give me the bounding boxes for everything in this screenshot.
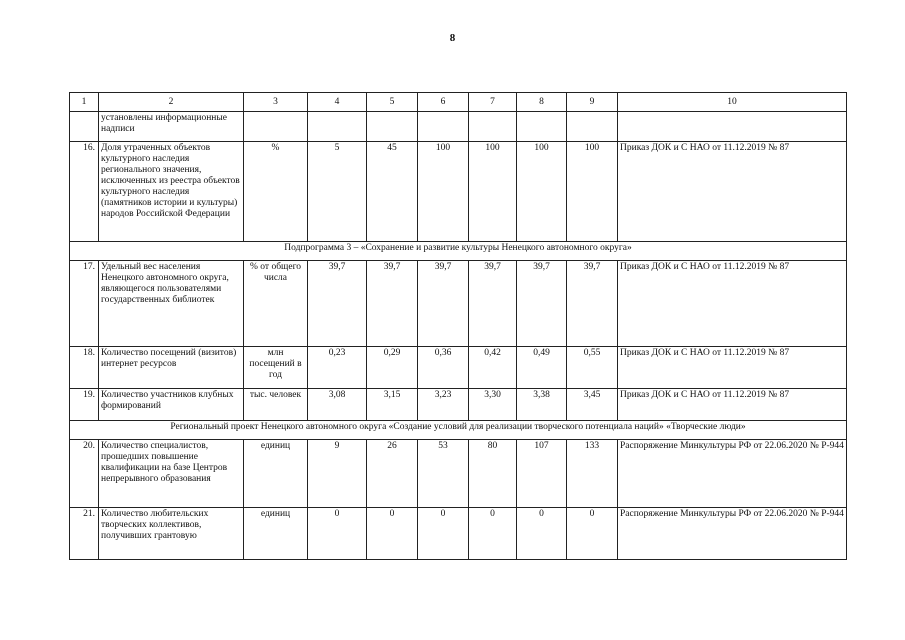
row-number-cell: 16. [70,142,99,242]
table-row [70,508,847,560]
table-row [70,261,847,347]
unit-cell [244,112,308,142]
table-row [70,112,847,142]
value-cell-7: 0 [469,508,517,560]
indicator-name-cell: Количество любительских творческих коллективов, получивших грантовую [99,508,244,560]
value-cell-6: 3,23 [418,389,469,421]
indicator-name-cell: установлены информационные надписи [99,112,244,142]
value-cell-9: 100 [567,142,618,242]
source-document-cell: Распоряжение Минкультуры РФ от 22.06.2020 № Р-944 [618,508,847,560]
column-header-9: 9 [567,93,618,112]
value-cell-7: 3,30 [469,389,517,421]
indicator-name-cell: Удельный вес населения Ненецкого автономного округа, являющегося пользователями государственных библиотек [99,261,244,347]
page-number: 8 [449,32,456,44]
value-cell-5: 45 [367,142,418,242]
row-number-cell [70,112,99,142]
table-row [70,440,847,508]
column-header-1: 1 [70,93,99,112]
row-number-cell: 17. [70,261,99,347]
row-number-cell: 19. [70,389,99,421]
value-cell-6: 39,7 [418,261,469,347]
value-cell-4: 0 [308,508,367,560]
column-header-4: 4 [308,93,367,112]
value-cell-7: 80 [469,440,517,508]
unit-cell: % [244,142,308,242]
value-cell-8: 39,7 [517,261,567,347]
section-heading: Региональный проект Ненецкого автономного округа «Создание условий для реализации творческого потенциала наций» «Творческие люди» [70,421,847,440]
unit-cell: тыс. человек [244,389,308,421]
row-number-cell: 18. [70,347,99,389]
value-cell-8: 100 [517,142,567,242]
section-heading: Подпрограмма 3 – «Сохранение и развитие культуры Ненецкого автономного округа» [70,242,847,261]
value-cell-6: 53 [418,440,469,508]
source-document-cell [618,112,847,142]
value-cell-6: 0,36 [418,347,469,389]
value-cell-6 [418,112,469,142]
table-row [70,142,847,242]
value-cell-4: 0,23 [308,347,367,389]
unit-cell: единиц [244,440,308,508]
unit-cell: единиц [244,508,308,560]
column-header-2: 2 [99,93,244,112]
source-document-cell: Распоряжение Минкультуры РФ от 22.06.2020 № Р-944 [618,440,847,508]
value-cell-9: 133 [567,440,618,508]
value-cell-9: 3,45 [567,389,618,421]
value-cell-5: 0,29 [367,347,418,389]
value-cell-7: 100 [469,142,517,242]
value-cell-7: 0,42 [469,347,517,389]
value-cell-6: 100 [418,142,469,242]
column-header-3: 3 [244,93,308,112]
source-document-cell: Приказ ДОК и С НАО от 11.12.2019 № 87 [618,347,847,389]
source-document-cell: Приказ ДОК и С НАО от 11.12.2019 № 87 [618,389,847,421]
value-cell-9: 39,7 [567,261,618,347]
value-cell-7 [469,112,517,142]
indicators-table [69,92,847,560]
value-cell-6: 0 [418,508,469,560]
table-header-row [70,93,847,112]
value-cell-5: 39,7 [367,261,418,347]
value-cell-4: 5 [308,142,367,242]
value-cell-4 [308,112,367,142]
table-body [70,112,847,560]
section-heading-row [70,421,847,440]
value-cell-7: 39,7 [469,261,517,347]
indicator-name-cell: Количество специалистов, прошедших повышение квалификации на базе Центров непрерывного образования [99,440,244,508]
table-row [70,347,847,389]
value-cell-4: 3,08 [308,389,367,421]
value-cell-5 [367,112,418,142]
row-number-cell: 20. [70,440,99,508]
value-cell-5: 3,15 [367,389,418,421]
indicator-name-cell: Доля утраченных объектов культурного наследия регионального значения, исключенных из реестра объектов культурного наследия (памятников истории и культуры) народов Российской Федерации [99,142,244,242]
value-cell-8: 0 [517,508,567,560]
value-cell-9: 0 [567,508,618,560]
value-cell-9 [567,112,618,142]
value-cell-5: 26 [367,440,418,508]
value-cell-4: 9 [308,440,367,508]
value-cell-8: 3,38 [517,389,567,421]
value-cell-9: 0,55 [567,347,618,389]
value-cell-8 [517,112,567,142]
table-row [70,389,847,421]
value-cell-8: 0,49 [517,347,567,389]
row-number-cell: 21. [70,508,99,560]
column-header-8: 8 [517,93,567,112]
source-document-cell: Приказ ДОК и С НАО от 11.12.2019 № 87 [618,142,847,242]
unit-cell: млн посещений в год [244,347,308,389]
unit-cell: % от общего числа [244,261,308,347]
indicator-name-cell: Количество посещений (визитов) интернет ресурсов [99,347,244,389]
source-document-cell: Приказ ДОК и С НАО от 11.12.2019 № 87 [618,261,847,347]
column-header-7: 7 [469,93,517,112]
value-cell-5: 0 [367,508,418,560]
indicator-name-cell: Количество участников клубных формирований [99,389,244,421]
column-header-5: 5 [367,93,418,112]
column-header-6: 6 [418,93,469,112]
section-heading-row [70,242,847,261]
value-cell-8: 107 [517,440,567,508]
value-cell-4: 39,7 [308,261,367,347]
column-header-10: 10 [618,93,847,112]
